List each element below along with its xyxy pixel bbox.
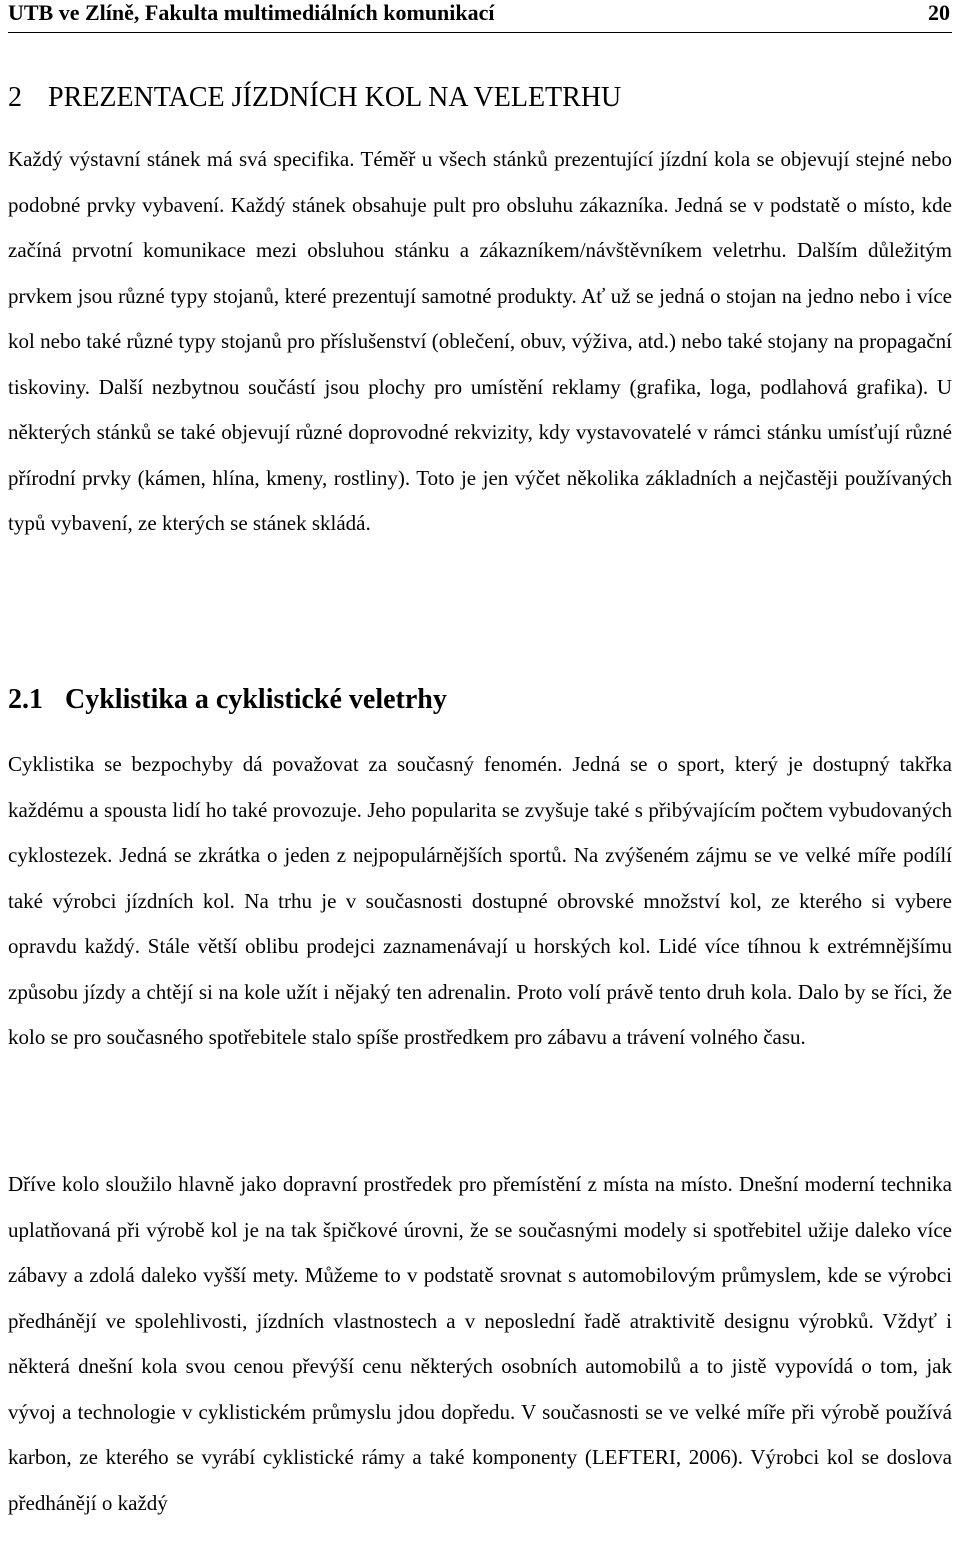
section-title: Cyklistika a cyklistické veletrhy xyxy=(65,684,447,715)
chapter-heading xyxy=(8,80,621,116)
running-header xyxy=(8,0,952,33)
chapter-number: 2 xyxy=(8,82,22,113)
paragraph-stand-equipment: Každý výstavní stánek má svá specifika. Téměř u všech stánků prezentující jízdní kola se objevují stejné nebo podobné prvky vybavení. Každý stánek obsahuje pult pro obsluhu zákazníka. Jedná se v podstatě o místo, kde začíná prvotní komunikace mezi obsluhou stánku a zákazníkem/návštěvníkem veletrhu. Dalším důležitým prvkem jsou různé typy stojanů, které prezentují samotné produkty. Ať už se jedná o stojan na jedno nebo i více kol nebo také různé typy stojanů pro příslušenství (oblečení, obuv, výživa, atd.) nebo také stojany na propagační tiskoviny. Další nezbytnou součástí jsou plochy pro umístění reklamy (grafika, loga, podlahová grafika). U některých stánků se také objevují různé doprovodné rekvizity, kdy vystavovatelé v rámci stánku umísťují různé přírodní prvky (kámen, hlína, kmeny, rostliny). Toto je jen výčet několika základních a nejčastěji používaných typů vybavení, ze kterých se stánek skládá. xyxy=(8,147,952,535)
page-number: 20 xyxy=(928,0,950,25)
header-institution: UTB ve Zlíně, Fakulta multimediálních komunikací xyxy=(8,0,495,25)
paragraph-bike-technology: Dříve kolo sloužilo hlavně jako dopravní prostředek pro přemístění z místa na místo. Dnešní moderní technika uplatňovaná při výrobě kol je na tak špičkové úrovni, že se současnými modely si spotřebitel užije daleko více zábavy a zdolá daleko vyšší mety. Můžeme to v podstatě srovnat s automobilovým průmyslem, kde se výrobci předhánějí ve spolehlivosti, jízdních vlastnostech a v neposlední řadě atraktivitě designu výrobků. Vždyť i některá dnešní kola svou cenou převýší cenu některých osobních automobilů a to jistě vypovídá o tom, jak vývoj a technologie v cyklistickém průmyslu jdou dopředu. V současnosti se ve velké míře při výrobě používá karbon, ze kterého se vyrábí cyklistické rámy a také komponenty (LEFTERI, 2006). Výrobci kol se doslova předhánějí o každý xyxy=(8,1172,952,1515)
chapter-title: PREZENTACE JÍZDNÍCH KOL NA VELETRHU xyxy=(48,82,622,113)
section-heading xyxy=(8,682,447,718)
section-number: 2.1 xyxy=(8,684,43,715)
paragraph-cycling-phenomenon: Cyklistika se bezpochyby dá považovat za současný fenomén. Jedná se o sport, který je dostupný takřka každému a spousta lidí ho také provozuje. Jeho popularita se zvyšuje také s přibývajícím počtem vybudovaných cyklostezek. Jedná se zkrátka o jeden z nejpopulárnějších sportů. Na zvýšeném zájmu se ve velké míře podílí také výrobci jízdních kol. Na trhu je v současnosti dostupné obrovské množství kol, ze kterého si vybere opravdu každý. Stále větší oblibu prodejci zaznamenávají u horských kol. Lidé více tíhnou k extrémnějšímu způsobu jízdy a chtějí si na kole užít i nějaký ten adrenalin. Proto volí právě tento druh kola. Dalo by se říci, že kolo se pro současného spotřebitele stalo spíše prostředkem pro zábavu a trávení volného času. xyxy=(8,752,952,1049)
